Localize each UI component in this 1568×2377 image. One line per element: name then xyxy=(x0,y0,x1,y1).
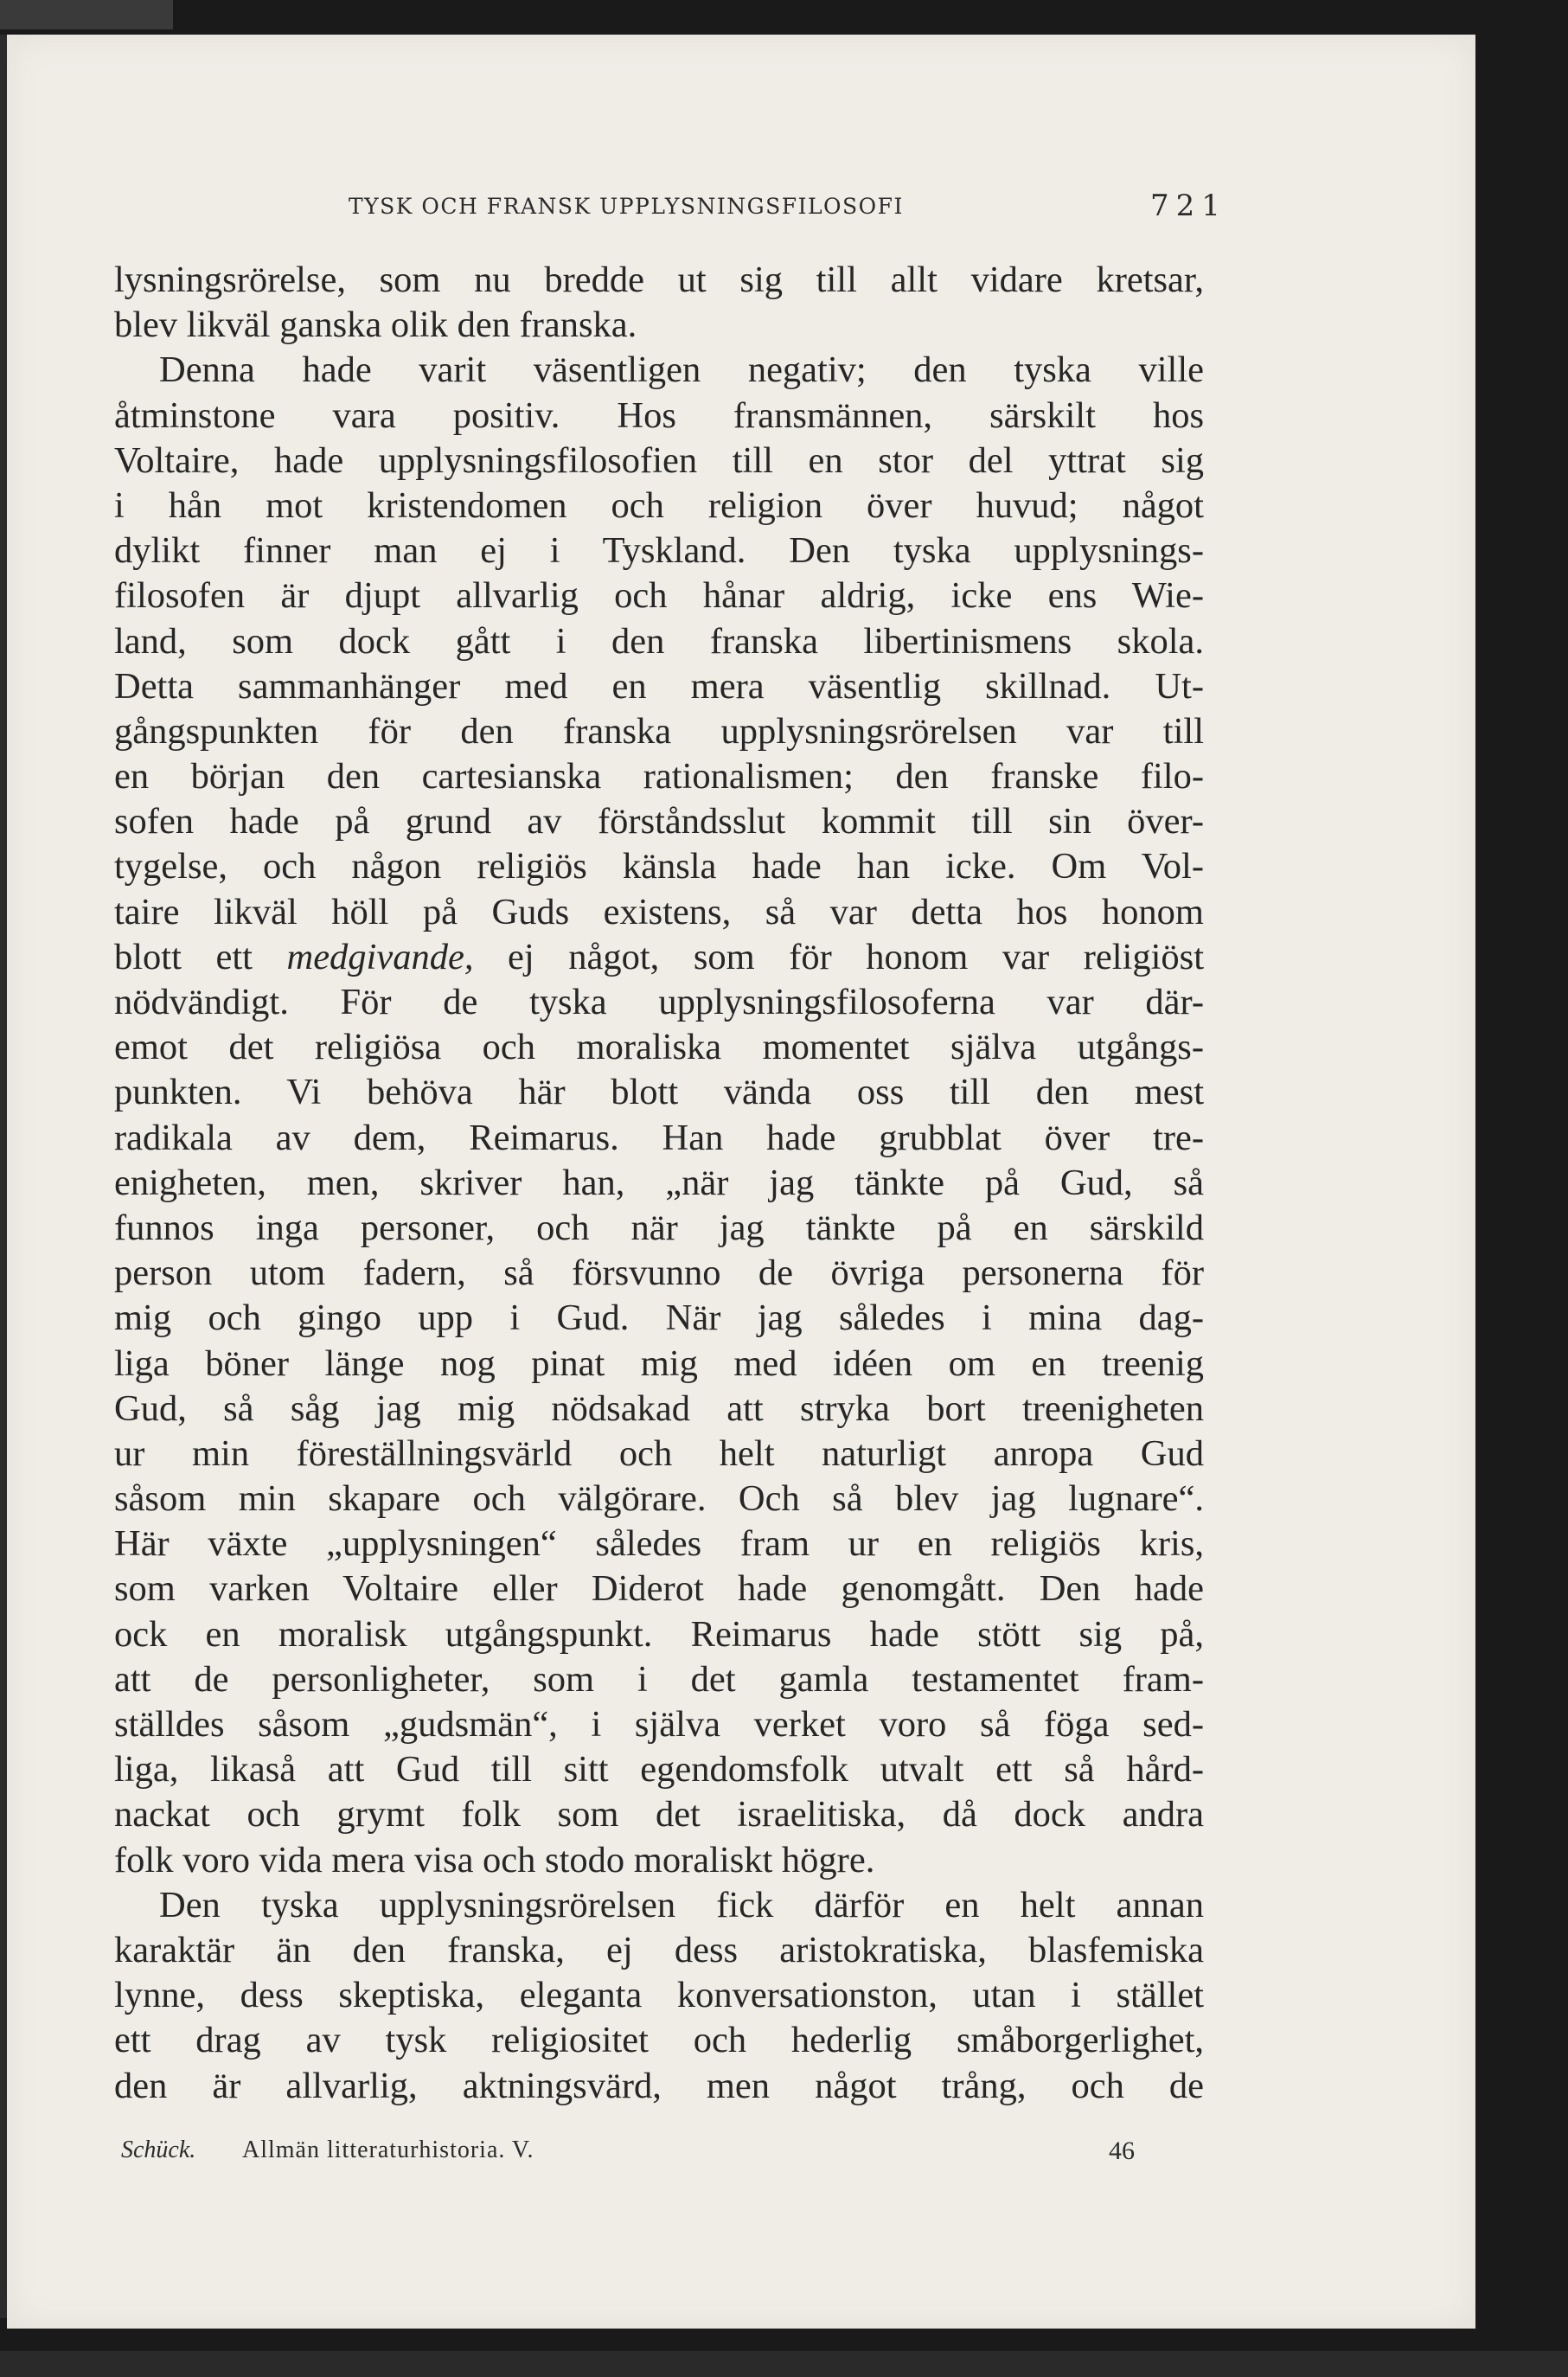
text-line: person utom fadern, så försvunno de övriga personerna för xyxy=(114,1253,1204,1294)
text-line: Denna hade varit väsentligen negativ; den tyska ville xyxy=(159,349,1204,391)
text-line: ur min föreställningsvärld och helt naturligt anropa Gud xyxy=(114,1432,1204,1474)
text-segment: ej något, som för honom var religiöst xyxy=(508,936,1205,977)
text-line: blev likväl ganska olik den franska. xyxy=(114,304,637,346)
scan-edge-left xyxy=(0,35,7,2318)
text-line: ett drag av tysk religiositet och hederlig småborgerlighet, xyxy=(114,2020,1204,2061)
page-header xyxy=(349,183,1227,227)
emphasis-word: medgivande, xyxy=(286,936,474,977)
text-line: land, som dock gått i den franska libertinismens skola. xyxy=(114,620,1204,662)
running-title: TYSK OCH FRANSK UPPLYSNINGSFILOSOFI xyxy=(349,194,904,219)
text-line: taire likväl höll på Guds existens, så var detta hos honom xyxy=(114,891,1204,932)
text-line: liga, likaså att Gud till sitt egendomsfolk utvalt ett så hård- xyxy=(114,1749,1204,1791)
text-line: såsom min skapare och välgörare. Och så blev jag lugnare“. xyxy=(114,1478,1204,1520)
text-line: sofen hade på grund av förståndsslut kommit till sin över- xyxy=(114,801,1204,843)
text-line: karaktär än den franska, ej dess aristokratiska, blasfemiska xyxy=(114,1929,1204,1970)
text-segment: blott ett xyxy=(114,936,253,977)
text-line: dylikt finner man ej i Tyskland. Den tyska upplysnings- xyxy=(114,530,1204,572)
footer-book-title: Allmän litteraturhistoria. V. xyxy=(242,2137,534,2163)
text-line: gångspunkten för den franska upplysningsrörelsen var till xyxy=(114,710,1204,752)
text-line: i hån mot kristendomen och religion över huvud; något xyxy=(114,484,1204,526)
book-page xyxy=(7,35,1475,2329)
footer-author: Schück. xyxy=(121,2137,196,2163)
text-line: lynne, dess skeptiska, eleganta konversationston, utan i stället xyxy=(114,1975,1204,2016)
text-line: radikala av dem, Reimarus. Han hade grubblat över tre- xyxy=(114,1117,1204,1158)
page-number: 721 xyxy=(1150,189,1227,223)
text-line: Gud, så såg jag mig nödsakad att stryka bort treenigheten xyxy=(114,1387,1204,1429)
text-line: nödvändigt. För de tyska upplysningsfilosoferna var där- xyxy=(114,982,1204,1022)
text-line: lysningsrörelse, som nu bredde ut sig till allt vidare kretsar, xyxy=(114,259,1204,300)
text-line: Den tyska upplysningsrörelsen fick därför en helt annan xyxy=(159,1884,1204,1925)
text-line: enigheten, men, skriver han, „när jag tänkte på Gud, så xyxy=(114,1162,1204,1203)
text-line: nackat och grymt folk som det israelitiska, då dock andra xyxy=(114,1794,1204,1836)
scan-edge-top xyxy=(0,0,173,29)
text-line: emot det religiösa och moraliska momentet själva utgångs- xyxy=(114,1027,1204,1068)
text-line: åtminstone vara positiv. Hos fransmännen, särskilt hos xyxy=(114,394,1204,436)
scan-edge-bottom xyxy=(0,2351,1568,2377)
text-line: den är allvarlig, aktningsvärd, men något trång, och de xyxy=(114,2065,1204,2106)
text-line: filosofen är djupt allvarlig och hånar aldrig, icke ens Wie- xyxy=(114,575,1204,617)
text-line: Detta sammanhänger med en mera väsentlig skillnad. Ut- xyxy=(114,665,1204,707)
text-line: att de personligheter, som i det gamla testamentet fram- xyxy=(114,1658,1204,1700)
text-line: funnos inga personer, och när jag tänkte på en särskild xyxy=(114,1207,1204,1248)
text-line-with-emphasis xyxy=(114,935,1204,980)
text-line: Voltaire, hade upplysningsfilosofien till en stor del yttrat sig xyxy=(114,439,1204,481)
text-line: punkten. Vi behöva här blott vända oss till den mest xyxy=(114,1072,1204,1113)
text-line: Här växte „upplysningen“ således fram ur en religiös kris, xyxy=(114,1523,1204,1565)
text-line: en början den cartesianska rationalismen; den franske filo- xyxy=(114,756,1204,798)
text-line: folk voro vida mera visa och stodo moraliskt högre. xyxy=(114,1839,875,1880)
footer-signature-number: 46 xyxy=(1109,2137,1135,2165)
text-line: ställdes såsom „gudsmän“, i själva verket voro så föga sed- xyxy=(114,1704,1204,1745)
text-line: liga böner länge nog pinat mig med idéen om en treenig xyxy=(114,1342,1204,1384)
text-line: tygelse, och någon religiös känsla hade han icke. Om Vol- xyxy=(114,846,1204,887)
body-text xyxy=(114,258,1204,2109)
page-footer xyxy=(121,2137,1159,2171)
text-line: som varken Voltaire eller Diderot hade genomgått. Den hade xyxy=(114,1568,1204,1610)
text-line: ock en moralisk utgångspunkt. Reimarus hade stött sig på, xyxy=(114,1613,1204,1655)
text-line: mig och gingo upp i Gud. När jag således i mina dag- xyxy=(114,1297,1204,1339)
